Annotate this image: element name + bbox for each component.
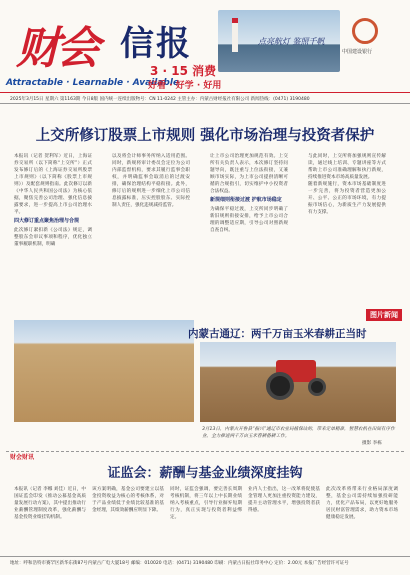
tractor-photo (200, 342, 396, 422)
photo-caption: 3月13日，内蒙古开鲁县“振兴”通辽市农业局植保站的，带来定单精准，智慧农机在田间有序作业，全力推进两千万亩玉米春耕备耕工作。 (202, 427, 395, 439)
photo-headline: 内蒙古通辽：两千万亩玉米春耕正当时 (188, 328, 367, 340)
paragraph: 让上市公司治理更加规范有效。上交所有关负责人表示，本次修订坚持问题导向，既注重与上位法衔接，又兼顾市场实际，为上市公司提供清晰可循的合规指引，切实维护中小投资者合法权益。 (210, 154, 288, 194)
logo-xinbao: 信报 (120, 24, 192, 64)
paragraph: 本报讯（记者 贺利军）近日，上海证券交易所（以下简称“上交所”）正式发布修订后的《上海证券交易所股票上市规则》（以下简称《股票上市规则》）及配套规则指南。此次修订以新《中华人民共和国公司法》为核心依据，聚焦完善公司治理、强化信息披露要求，进一步提高上市公司治理水平。 (14, 154, 92, 215)
photo-credit: 摄影 李栋 (362, 441, 382, 446)
second-headline: 证监会：薪酬与基金业绩深度挂钩 (107, 466, 303, 481)
bank-logo-icon (352, 18, 378, 44)
logo-cai: 财会 (16, 23, 96, 74)
paragraph: 以及将会计师事务所纳入适用范围。同时，新规将审计委员会定位为公司内部监督机构，要求其履行监事会职权，并明确监事会取消后的过渡安排，确保治理结构平稳衔接。此外，修订后的规则进一步细化上市公司信息披露标准，压实控股股东、实际控制人责任，强化违规减持监管。 (112, 154, 190, 208)
section-tag-prefix: 财会 (10, 454, 23, 461)
tagline-en: Attractable · Learnable · Available (6, 78, 180, 88)
masthead (0, 0, 410, 92)
second-column-4: 业内人士指出，这一改革将促使基金管理人更加注重投资能力建设，提升主动管理水平，增强投资者获得感。 (248, 487, 320, 513)
lead-column-1 (14, 153, 92, 248)
section-tag (10, 452, 34, 461)
tractor-wheel-icon (266, 372, 294, 400)
lighthouse-banner (218, 10, 340, 72)
edition-label: 3 · 15 消费 (150, 64, 217, 78)
info-bar: 2025年3月15日 星期六 第1163期 今日8版 国内统一连续出版物号：CN 11-0242 主管主办：内蒙古财经报社有限公司 新闻热线：(0471) 3190480 (0, 92, 410, 104)
section-tag-highlight: 财讯 (22, 454, 35, 461)
subhead: 四大修订重点聚焦治理与合规 (14, 218, 80, 224)
second-column-1: 本报讯（记者 李娜 刘佳）近日，中国证监会印发《推动公募基金高质量发展行动方案》，其中提出推动行业薪酬管理制度改革，强化薪酬与基金投资业绩挂钩机制。 (14, 487, 86, 520)
lead-column-2 (112, 153, 190, 209)
banner-text: 点亮航灯 鉴照千帆 (258, 37, 325, 46)
lead-headline: 上交所修订股票上市规则 强化市场治理与投资者保护 (35, 128, 375, 144)
lighthouse-icon (232, 18, 238, 52)
second-column-2: 该方案明确，基金公司要建立以基金投资收益为核心的考核体系，对于产品业绩低于业绩比较基准的基金经理，其绩效薪酬应明显下降。 (92, 487, 164, 513)
paragraph: 与此同时，上交所将加强规则宣传解读，通过线上培训、专题讲座等方式帮助上市公司准确理解和执行新规，持续推进资本市场高质量发展。 (308, 154, 386, 180)
tagline-cn: 好看 · 好学 · 好用 (148, 81, 222, 91)
field-photo (14, 320, 194, 422)
paragraph: 此次修订紧扣新《公司法》规定，调整股东会审议事项和程序，优化独立董事履职机制，明确 (14, 228, 92, 247)
photo-news-tag: 图片新闻 (366, 309, 402, 321)
paragraph: 为确保平稳过渡，上交所同步明确了新旧规则衔接安排，给予上市公司合理的调整适应期，引导公司对照新规自查自纠。 (210, 207, 288, 233)
lead-column-4 (308, 153, 386, 216)
tractor-wheel-icon (308, 378, 326, 396)
second-column-3: 同时，证监会强调，要完善长周期考核机制，将三年以上中长期业绩纳入考核重点，引导行业摒弃短期行为，真正实现与投资者利益绑定。 (170, 487, 242, 520)
second-column-5: 此次改革将带来行业格局深度调整，基金公司需持续加强投研能力，优化产品布局，以更好地服务居民财富管理需求，助力资本市场健康稳定发展。 (326, 487, 398, 520)
subhead: 新规细则衔接过渡 护航市场稳定 (210, 197, 282, 203)
lead-column-3 (210, 153, 288, 234)
section-divider (6, 451, 404, 461)
footer: 地址：呼和浩特市赛罕区新华东街87号内蒙古广电大厦18号 邮编：010020 电话：(0471) 3190480 印刷：内蒙古日报社印务中心 定价：2.00元 本报广告经营许可证号 (0, 556, 410, 568)
bank-logo-text: 中国建设银行 (342, 49, 373, 55)
paragraph: 随着新规施行，资本市场基础制度进一步完善，将为投资者营造更加公开、公平、公正的市场环境，有力提振市场信心，为新质生产力发展提供有力支撑。 (308, 182, 386, 215)
